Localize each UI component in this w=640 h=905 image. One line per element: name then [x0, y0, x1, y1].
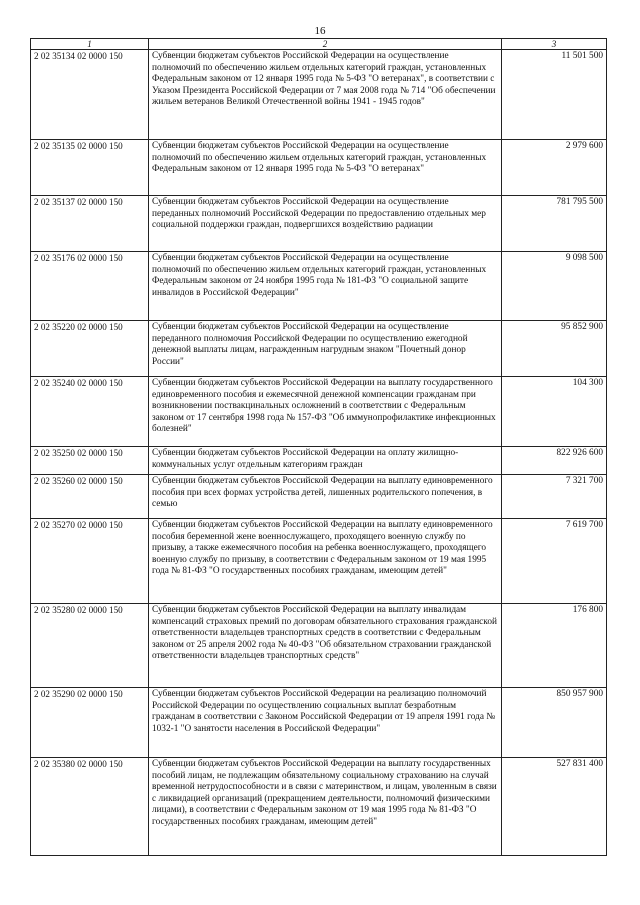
page-number: 16 [314, 25, 326, 37]
row-description: Субвенции бюджетам субъектов Российской Федерации на осуществление переданных полномочий Российской Федерации по предоставлению отдельных мер социальной поддержки граждан, подвергшихся воздействию радиации [149, 196, 502, 252]
row-amount: 104 300 [502, 377, 607, 447]
budget-code: 2 02 35176 02 0000 150 [31, 252, 149, 321]
budget-code: 2 02 35240 02 0000 150 [31, 377, 149, 447]
table-row [31, 140, 607, 196]
budget-code: 2 02 35290 02 0000 150 [31, 688, 149, 758]
table-row [31, 519, 607, 604]
row-amount: 850 957 900 [502, 688, 607, 758]
row-description: Субвенции бюджетам субъектов Российской Федерации на осуществление полномочий по обеспечению жильем отдельных категорий граждан, установленных Федеральным законом от 12 января 1995 года № 5-ФЗ "О ветеранах" [149, 140, 502, 196]
budget-code: 2 02 35260 02 0000 150 [31, 475, 149, 519]
row-amount: 7 321 700 [502, 475, 607, 519]
row-amount: 7 619 700 [502, 519, 607, 604]
budget-code: 2 02 35250 02 0000 150 [31, 447, 149, 475]
table-row [31, 252, 607, 321]
row-description: Субвенции бюджетам субъектов Российской Федерации на оплату жилищно-коммунальных услуг отдельным категориям граждан [149, 447, 502, 475]
row-amount: 527 831 400 [502, 758, 607, 856]
table-row [31, 377, 607, 447]
table-header-row [31, 39, 607, 50]
table-row [31, 196, 607, 252]
budget-code: 2 02 35220 02 0000 150 [31, 321, 149, 377]
row-description: Субвенции бюджетам субъектов Российской Федерации на выплату инвалидам компенсаций страховых премий по договорам обязательного страхования гражданской ответственности владельцев транспортных средств в соответствии с Федеральным законом от 25 апреля 2002 года № 40-ФЗ "Об обязательном страховании гражданской ответственности владельцев транспортных средств" [149, 604, 502, 688]
row-description: Субвенции бюджетам субъектов Российской Федерации на осуществление полномочий по обеспечению жильем отдельных категорий граждан, установленных Федеральным законом от 24 ноября 1995 года № 181-ФЗ "О социальной защите инвалидов в Российской Федерации" [149, 252, 502, 321]
table-row [31, 475, 607, 519]
row-description: Субвенции бюджетам субъектов Российской Федерации на осуществление переданного полномочия Российской Федерации по осуществлению ежегодной денежной выплаты лицам, награжденным нагрудным знаком "Почетный донор России" [149, 321, 502, 377]
budget-code: 2 02 35280 02 0000 150 [31, 604, 149, 688]
table-row [31, 604, 607, 688]
column-header-code: 1 [31, 39, 149, 50]
row-description: Субвенции бюджетам субъектов Российской Федерации на выплату единовременного пособия при всех формах устройства детей, лишенных родительского попечения, в семью [149, 475, 502, 519]
row-amount: 95 852 900 [502, 321, 607, 377]
column-header-description: 2 [149, 39, 502, 50]
budget-code: 2 02 35134 02 0000 150 [31, 50, 149, 140]
row-amount: 781 795 500 [502, 196, 607, 252]
row-amount: 9 098 500 [502, 252, 607, 321]
table-row [31, 758, 607, 856]
budget-code: 2 02 35270 02 0000 150 [31, 519, 149, 604]
budget-code: 2 02 35137 02 0000 150 [31, 196, 149, 252]
row-amount: 11 501 500 [502, 50, 607, 140]
row-description: Субвенции бюджетам субъектов Российской Федерации на выплату единовременного пособия беременной жене военнослужащего, проходящего военную службу по призыву, а также ежемесячного пособия на ребенка военнослужащего, проходящего военную службу по призыву, в соответствии с Федеральным законом от 19 мая 1995 года № 81-ФЗ "О государственных пособиях гражданам, имеющим детей" [149, 519, 502, 604]
row-description: Субвенции бюджетам субъектов Российской Федерации на реализацию полномочий Российской Федерации по осуществлению социальных выплат безработным гражданам в соответствии с Законом Российской Федерации от 19 апреля 1991 года № 1032-1 "О занятости населения в Российской Федерации" [149, 688, 502, 758]
row-description: Субвенции бюджетам субъектов Российской Федерации на выплату государственных пособий лицам, не подлежащим обязательному социальному страхованию на случай временной нетрудоспособности и в связи с материнством, и лицам, уволенным в связи с ликвидацией организаций (прекращением деятельности, полномочий физическими лицами), в соответствии с Федеральным законом от 19 мая 1995 года № 81-ФЗ "О государственных пособиях гражданам, имеющим детей" [149, 758, 502, 856]
row-amount: 176 800 [502, 604, 607, 688]
budget-code: 2 02 35135 02 0000 150 [31, 140, 149, 196]
table-row [31, 50, 607, 140]
row-amount: 2 979 600 [502, 140, 607, 196]
row-description: Субвенции бюджетам субъектов Российской Федерации на выплату государственного единовременного пособия и ежемесячной денежной компенсации гражданам при возникновении поствакцинальных осложнений в соответствии с Федеральным законом от 17 сентября 1998 года № 157-ФЗ "Об иммунопрофилактике инфекционных болезней" [149, 377, 502, 447]
row-description: Субвенции бюджетам субъектов Российской Федерации на осуществление полномочий по обеспечению жильем отдельных категорий граждан, установленных Федеральным законом от 12 января 1995 года № 5-ФЗ "О ветеранах", в соответствии с Указом Президента Российской Федерации от 7 мая 2008 года № 714 "Об обеспечении жильем ветеранов Великой Отечественной войны 1941 - 1945 годов" [149, 50, 502, 140]
table-row [31, 688, 607, 758]
table-row [31, 447, 607, 475]
column-header-amount: 3 [502, 39, 607, 50]
row-amount: 822 926 600 [502, 447, 607, 475]
table-row [31, 321, 607, 377]
budget-code: 2 02 35380 02 0000 150 [31, 758, 149, 856]
budget-table [30, 38, 607, 856]
